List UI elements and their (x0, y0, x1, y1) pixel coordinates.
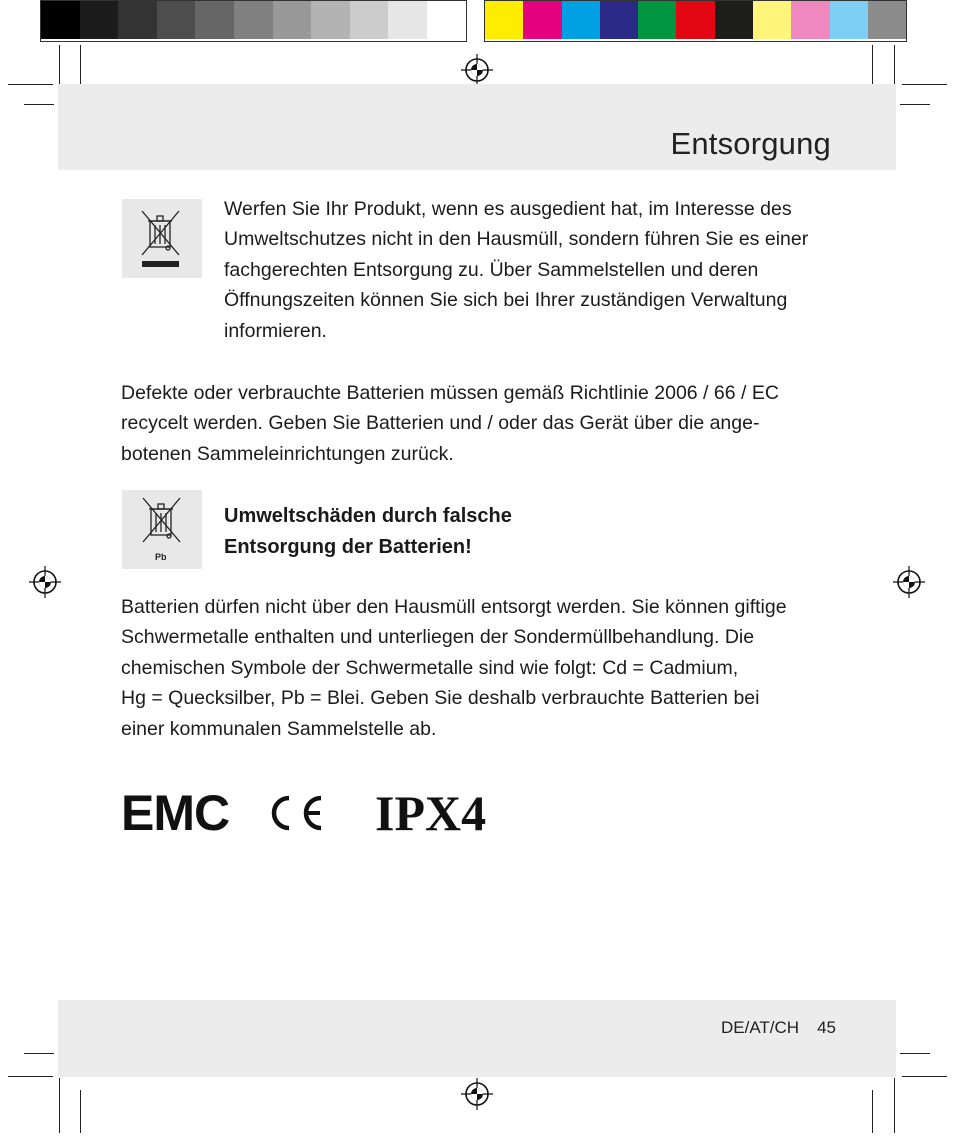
ce-mark-icon (265, 794, 325, 832)
text-line: einer kommunalen Sammelstelle ab. (121, 717, 437, 740)
color-swatch (638, 1, 676, 39)
text-line: informieren. (224, 319, 327, 342)
weee-symbol-box (122, 199, 202, 278)
text-line: recycelt werden. Geben Sie Batterien und / oder das Gerät über die ange- (121, 412, 760, 435)
color-swatch (427, 1, 466, 39)
crop-mark (24, 104, 54, 105)
crop-mark (872, 1090, 873, 1133)
color-swatch (311, 1, 350, 39)
color-swatch (562, 1, 600, 39)
color-swatch (118, 1, 157, 39)
color-swatch (195, 1, 234, 39)
crop-mark (24, 1053, 54, 1054)
crop-mark (8, 1076, 53, 1077)
footer-band (58, 1000, 896, 1077)
process-color-bar (484, 0, 907, 42)
color-swatch (753, 1, 791, 39)
battery-directive-paragraph (121, 378, 779, 469)
warning-line: Entsorgung der Batterien! (224, 536, 472, 558)
pb-label: Pb (155, 552, 167, 562)
color-swatch (388, 1, 427, 39)
crop-mark (902, 84, 947, 85)
text-line: Umweltschutzes nicht in den Hausmüll, sondern führen Sie es einer (224, 228, 809, 251)
registration-mark-icon (29, 566, 61, 598)
ipx4-mark: IPX4 (375, 785, 487, 841)
registration-mark-icon (461, 54, 493, 86)
text-line: Schwermetalle enthalten und unterliegen der Sondermüllbehandlung. Die (121, 626, 755, 649)
crop-mark (59, 1078, 60, 1133)
battery-symbol-box (122, 490, 202, 569)
crop-mark (894, 1078, 895, 1133)
emc-mark: EMC (121, 785, 230, 841)
warning-line: Umweltschäden durch falsche (224, 505, 512, 527)
footer (721, 1018, 836, 1038)
registration-mark-icon (461, 1078, 493, 1110)
color-swatch (485, 1, 523, 39)
disposal-paragraph (224, 194, 808, 346)
color-swatch (350, 1, 389, 39)
text-line: Batterien dürfen nicht über den Hausmüll entsorgt werden. Sie können giftige (121, 596, 787, 618)
registration-mark-icon (893, 566, 925, 598)
text-line: Hg = Quecksilber, Pb = Blei. Geben Sie deshalb verbrauchte Batterien bei (121, 687, 760, 710)
crop-mark (900, 104, 930, 105)
crop-mark (8, 84, 53, 85)
crop-mark (900, 1053, 930, 1054)
text-line: botenen Sammeleinrichtungen zurück. (121, 442, 454, 465)
color-swatch (523, 1, 561, 39)
color-swatch (41, 1, 80, 39)
color-swatch (791, 1, 829, 39)
grayscale-color-bar (40, 0, 467, 42)
page-title: Entsorgung (670, 126, 831, 161)
color-swatch (868, 1, 906, 39)
warning-heading (224, 501, 512, 563)
color-swatch (830, 1, 868, 39)
color-swatch (157, 1, 196, 39)
text-line: chemischen Symbole der Schwermetalle sind wie folgt: Cd = Cadmium, (121, 656, 739, 679)
crop-mark (80, 1090, 81, 1133)
color-swatch (234, 1, 273, 39)
color-swatch (273, 1, 312, 39)
crop-mark (902, 1076, 947, 1077)
color-swatch (715, 1, 753, 39)
crossed-bin-icon (122, 199, 202, 278)
text-line: Defekte oder verbrauchte Batterien müssen gemäß Richtlinie 2006 / 66 / EC (121, 382, 779, 404)
color-swatch (600, 1, 638, 39)
text-line: fachgerechten Entsorgung zu. Über Sammelstellen und deren (224, 258, 759, 281)
page-number: 45 (817, 1018, 836, 1037)
text-line: Öffnungszeiten können Sie sich bei Ihrer zuständigen Verwaltung (224, 289, 788, 312)
color-swatch (80, 1, 119, 39)
color-swatch (676, 1, 714, 39)
footer-locale: DE/AT/CH (721, 1018, 800, 1037)
text-line: Werfen Sie Ihr Produkt, wenn es ausgedient hat, im Interesse des (224, 198, 792, 220)
heavy-metals-paragraph (121, 592, 787, 744)
